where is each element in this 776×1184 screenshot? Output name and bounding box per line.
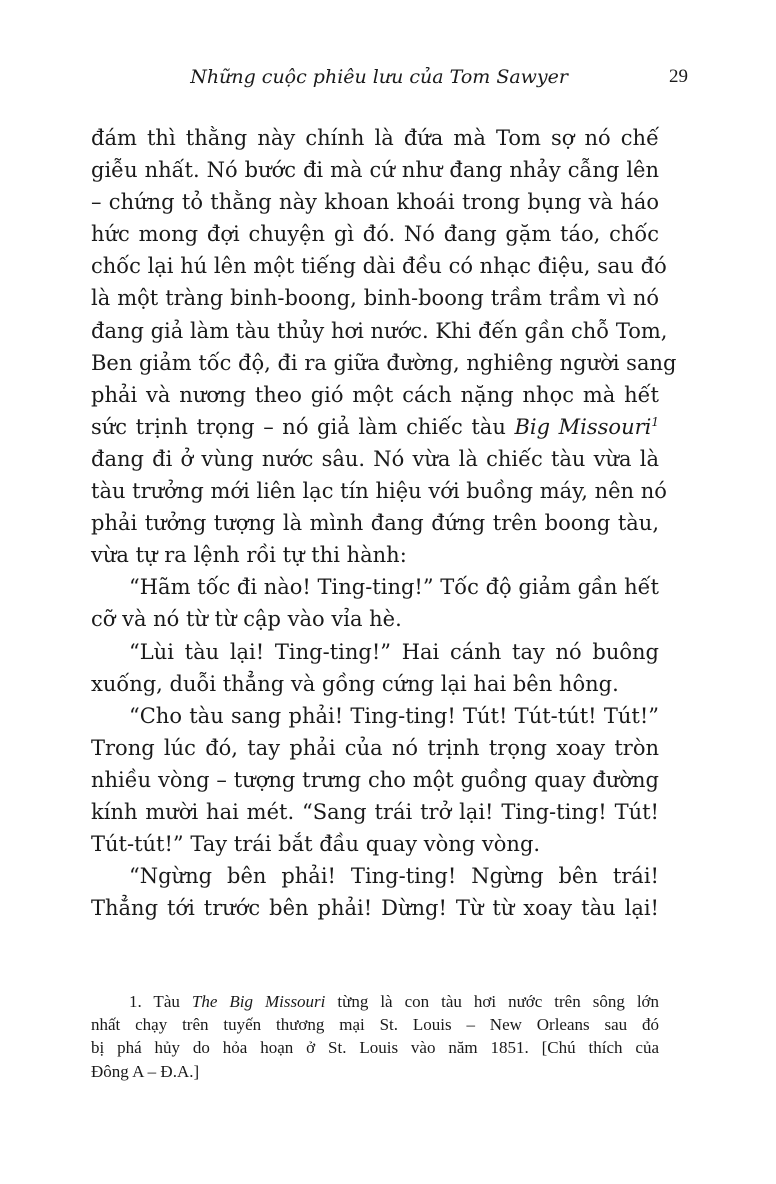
running-header <box>90 66 688 96</box>
text-line: vừa tự ra lệnh rồi tự thi hành: <box>91 543 407 568</box>
footnote <box>91 990 659 1083</box>
text-line: đám thì thằng này chính là đứa mà Tom sợ nó chế <box>91 126 659 150</box>
text-line: hức mong đợi chuyện gì đó. Nó đang gặm táo, chốc <box>91 222 659 247</box>
text-segment: sức trịnh trọng – nó giả làm chiếc tàu <box>91 414 506 439</box>
text-line: Thẳng tới trước bên phải! Dừng! Từ từ xoay tàu lại! <box>91 896 659 921</box>
text-line-with-ship <box>91 411 659 443</box>
text-line: đang giả làm tàu thủy hơi nước. Khi đến gần chỗ Tom, <box>91 318 668 343</box>
page-number: 29 <box>669 66 688 87</box>
footnote-line: bị phá hủy do hỏa hoạn ở St. Louis vào năm 1851. [Chú thích của <box>91 1038 659 1058</box>
text-line: “Cho tàu sang phải! Ting-ting! Tút! Tút-tút! Tút!” <box>129 703 659 728</box>
footnote-line <box>91 990 659 1013</box>
footnote-prefix: 1. Tàu <box>129 992 180 1011</box>
text-line: là một tràng binh-boong, binh-boong trầm trầm vì nó <box>91 286 659 311</box>
text-line: kính mười hai mét. “Sang trái trở lại! Ting-ting! Tút! <box>91 799 659 824</box>
text-line: đang đi ở vùng nước sâu. Nó vừa là chiếc tàu vừa là <box>91 446 659 471</box>
footnote-marker: 1 <box>651 414 659 429</box>
text-line: Tút-tút!” Tay trái bắt đầu quay vòng vòng. <box>91 832 541 857</box>
text-line: Trong lúc đó, tay phải của nó trịnh trọng xoay tròn <box>91 735 659 760</box>
text-line: giễu nhất. Nó bước đi mà cứ như đang nhảy cẫng lên <box>91 158 659 183</box>
footnote-line: Đông A – Đ.A.] <box>91 1061 200 1081</box>
text-line: xuống, duỗi thẳng và gồng cứng lại hai bên hông. <box>91 671 619 696</box>
text-line: phải và nương theo gió một cách nặng nhọc mà hết <box>91 382 659 407</box>
footnote-segment: từng là con tàu hơi nước trên sông lớn <box>337 992 660 1011</box>
text-line: “Ngừng bên phải! Ting-ting! Ngừng bên trái! <box>129 864 659 889</box>
footnote-line: nhất chạy trên tuyến thương mại St. Louis – New Orleans sau đó <box>91 1015 659 1035</box>
text-line: chốc lại hú lên một tiếng dài đều có nhạc điệu, sau đó <box>91 254 667 279</box>
footnote-ship-title: The Big Missouri <box>191 992 326 1011</box>
text-line: cỡ và nó từ từ cập vào vỉa hè. <box>91 607 402 632</box>
text-line: “Lùi tàu lại! Ting-ting!” Hai cánh tay nó buông <box>129 639 659 664</box>
running-title: Những cuộc phiêu lưu của Tom Sawyer <box>190 66 568 88</box>
text-line: Ben giảm tốc độ, đi ra giữa đường, nghiêng người sang <box>91 350 677 375</box>
text-line: – chứng tỏ thằng này khoan khoái trong bụng và háo <box>91 190 659 215</box>
text-line: phải tưởng tượng là mình đang đứng trên boong tàu, <box>91 511 659 536</box>
body-text <box>91 122 677 924</box>
ship-name: Big Missouri <box>514 414 652 439</box>
text-line: tàu trưởng mới liên lạc tín hiệu với buồng máy, nên nó <box>91 479 667 504</box>
text-line: nhiều vòng – tượng trưng cho một guồng quay đường <box>91 767 659 792</box>
text-line: “Hãm tốc đi nào! Ting-ting!” Tốc độ giảm gần hết <box>129 575 659 600</box>
